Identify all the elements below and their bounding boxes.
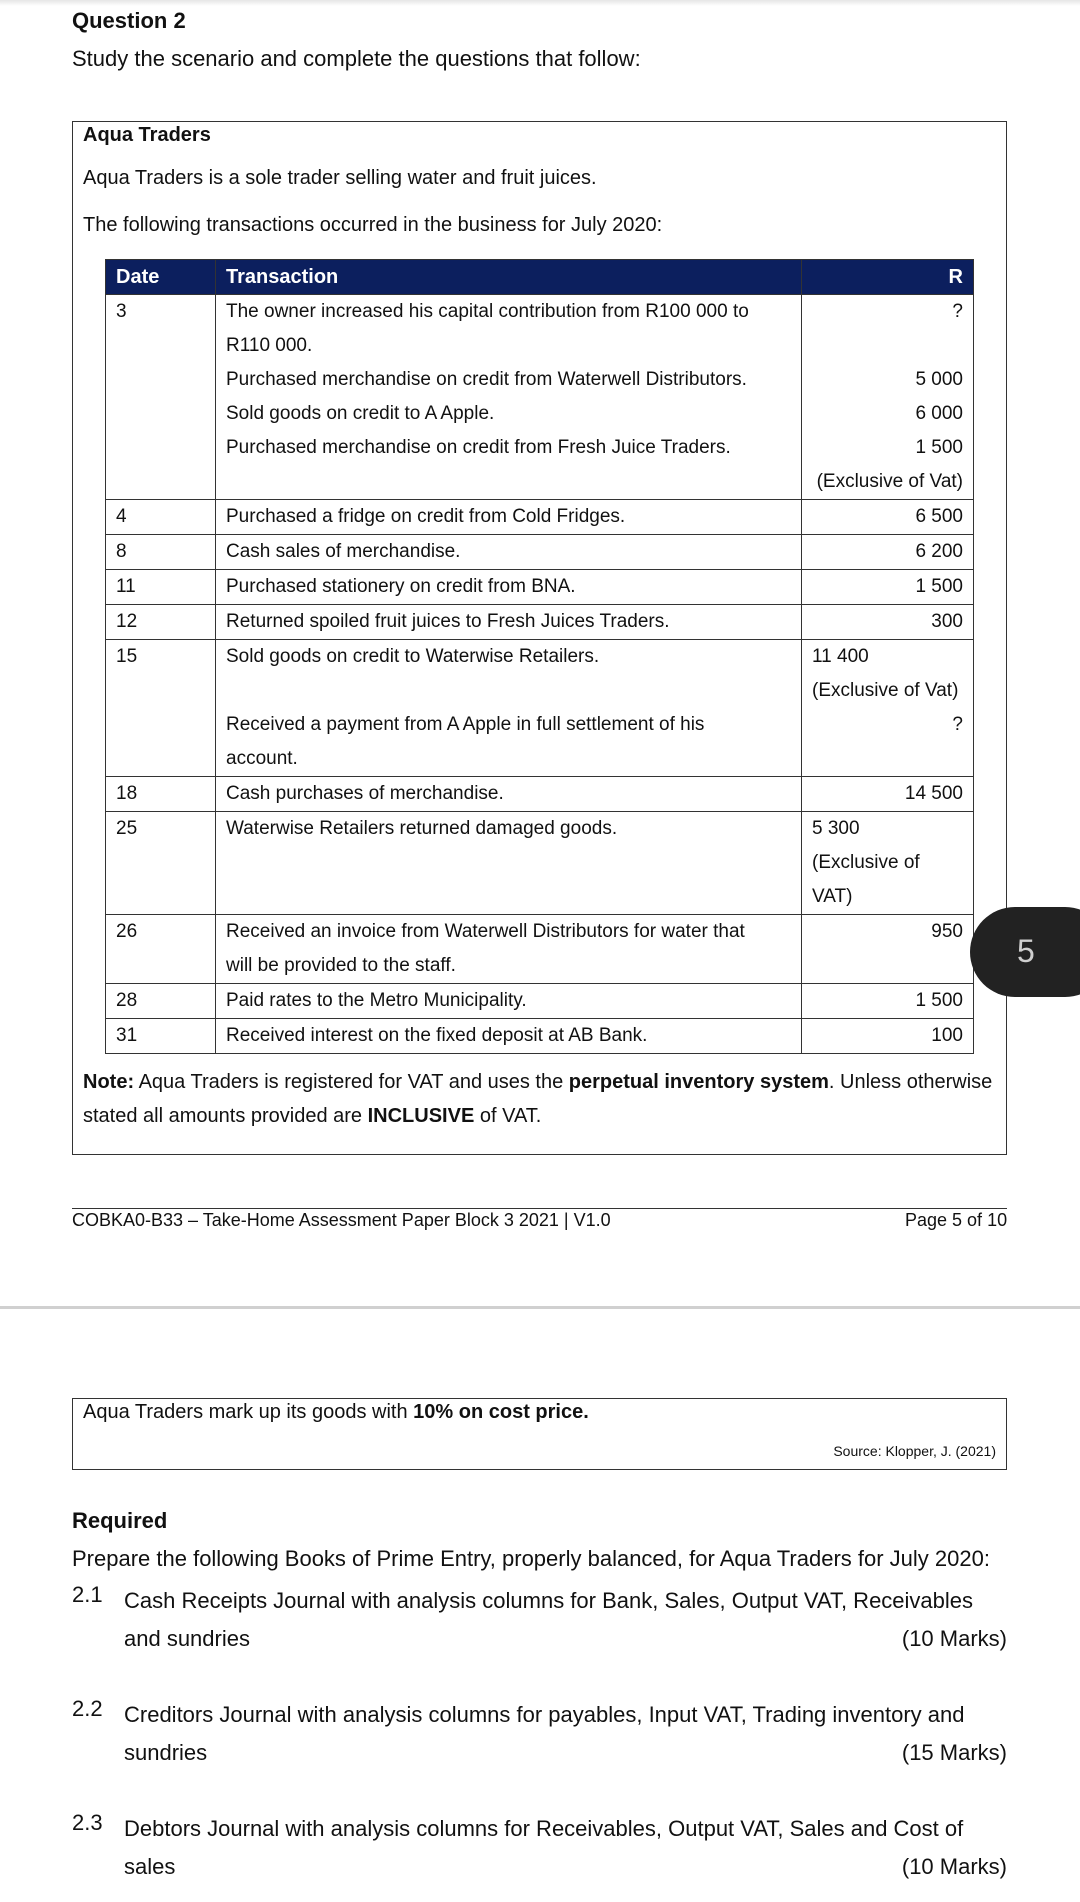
row-amount: 6 500	[802, 500, 974, 535]
note-text: . Unless otherwise stated all amounts provided are	[83, 1071, 993, 1127]
note-label: Note:	[83, 1071, 135, 1093]
transaction-line: R110 000.	[226, 335, 313, 356]
header-amount: R	[802, 260, 974, 295]
page-indicator-badge[interactable]	[970, 907, 1080, 997]
transaction-line: Received a payment from A Apple in full settlement of his	[226, 714, 705, 735]
row-amount: 14 500	[802, 777, 974, 812]
transaction-line: Sold goods on credit to A Apple.	[226, 403, 495, 424]
transactions-table	[105, 259, 974, 1054]
row-transaction: Cash sales of merchandise.	[216, 535, 802, 570]
row-date: 28	[106, 984, 216, 1019]
table-row	[106, 1019, 974, 1054]
required-intro: Prepare the following Books of Prime Entry, properly balanced, for Aqua Traders for July 2020:	[72, 1546, 990, 1571]
table-row	[106, 984, 974, 1019]
amount-line: VAT)	[812, 886, 853, 907]
note-emphasis: perpetual inventory system	[568, 1071, 829, 1093]
row-amount: 100	[802, 1019, 974, 1054]
transaction-line	[226, 674, 791, 708]
row-transaction	[216, 640, 802, 777]
transactions-intro: The following transactions occurred in the business for July 2020:	[83, 214, 663, 236]
footer-document-id: COBKA0-B33 – Take-Home Assessment Paper Block 3 2021 | V1.0	[72, 1210, 611, 1230]
table-row	[106, 535, 974, 570]
required-item-number: 2.2	[72, 1696, 103, 1721]
vat-note	[83, 1065, 993, 1133]
row-amount: 1 500	[802, 984, 974, 1019]
table-row	[106, 500, 974, 535]
scenario-heading: Aqua Traders	[83, 124, 211, 146]
transaction-line: Purchased merchandise on credit from Fresh Juice Traders.	[226, 437, 731, 458]
required-item-marks: (15 Marks)	[901, 1740, 1007, 1765]
required-item-number: 2.1	[72, 1582, 103, 1607]
row-transaction	[216, 295, 802, 500]
row-transaction: Purchased stationery on credit from BNA.	[216, 570, 802, 605]
table-row	[106, 570, 974, 605]
amount-line: (Exclusive of Vat)	[816, 471, 963, 492]
row-date: 11	[106, 570, 216, 605]
required-item-marks: (10 Marks)	[901, 1854, 1007, 1879]
row-transaction: Paid rates to the Metro Municipality.	[216, 984, 802, 1019]
amount-line: ?	[952, 714, 963, 735]
note-emphasis: INCLUSIVE	[367, 1105, 475, 1127]
note-text: of VAT.	[474, 1105, 542, 1127]
note-text: Aqua Traders is registered for VAT and uses the	[134, 1071, 569, 1093]
required-heading: Required	[72, 1508, 168, 1533]
page-indicator-number: 5	[1017, 933, 1035, 969]
table-row	[106, 295, 974, 500]
row-date: 31	[106, 1019, 216, 1054]
row-transaction: Returned spoiled fruit juices to Fresh Juices Traders.	[216, 605, 802, 640]
markup-prefix: Aqua Traders mark up its goods with	[83, 1401, 414, 1423]
table-header-row	[106, 260, 974, 295]
row-date: 8	[106, 535, 216, 570]
transaction-line	[226, 465, 791, 499]
row-amount: 300	[802, 605, 974, 640]
table-row	[106, 605, 974, 640]
markup-text	[83, 1401, 589, 1424]
scenario-box	[72, 121, 1007, 1155]
amount-line: 5 300	[812, 818, 860, 839]
table-row	[106, 777, 974, 812]
row-amount	[802, 640, 974, 777]
transaction-line: account.	[226, 748, 298, 769]
row-transaction: Waterwise Retailers returned damaged goods.	[216, 812, 802, 915]
required-item-number: 2.3	[72, 1810, 103, 1835]
transaction-line: Received an invoice from Waterwell Distributors for water that	[226, 921, 745, 942]
amount-line: 11 400	[812, 646, 869, 667]
required-item-text: Cash Receipts Journal with analysis columns for Bank, Sales, Output VAT, Receivables and sundries	[124, 1588, 974, 1651]
amount-line: (Exclusive of Vat)	[812, 680, 959, 701]
required-item-marks: (10 Marks)	[901, 1626, 1007, 1651]
amount-line: 1 500	[915, 437, 963, 458]
row-date: 12	[106, 605, 216, 640]
row-amount	[802, 915, 974, 984]
transaction-line: will be provided to the staff.	[226, 955, 456, 976]
amount-line: 5 000	[915, 369, 963, 390]
table-row	[106, 915, 974, 984]
row-transaction: Cash purchases of merchandise.	[216, 777, 802, 812]
table-row	[106, 640, 974, 777]
scenario-intro: Aqua Traders is a sole trader selling water and fruit juices.	[83, 167, 597, 189]
page-top-shadow	[0, 0, 1080, 6]
row-date: 4	[106, 500, 216, 535]
page-separator	[0, 1306, 1080, 1309]
row-amount: 6 200	[802, 535, 974, 570]
question-title: Question 2	[72, 8, 186, 33]
question-instruction: Study the scenario and complete the questions that follow:	[72, 46, 641, 71]
transaction-line: Sold goods on credit to Waterwise Retailers.	[226, 646, 600, 667]
row-date: 25	[106, 812, 216, 915]
header-transaction: Transaction	[216, 260, 802, 295]
transaction-line: Purchased merchandise on credit from Waterwell Distributors.	[226, 369, 747, 390]
required-item-text: Debtors Journal with analysis columns for Receivables, Output VAT, Sales and Cost of sales	[124, 1816, 964, 1879]
markup-source: Source: Klopper, J. (2021)	[833, 1443, 996, 1459]
row-date: 18	[106, 777, 216, 812]
table-row	[106, 812, 974, 915]
row-amount: 1 500	[802, 570, 974, 605]
header-date: Date	[106, 260, 216, 295]
amount-line: ?	[952, 301, 963, 322]
amount-line	[812, 742, 963, 776]
row-date: 15	[106, 640, 216, 777]
footer-divider	[72, 1208, 1007, 1209]
row-amount	[802, 812, 974, 915]
amount-line: 6 000	[915, 403, 963, 424]
amount-line: (Exclusive of	[812, 852, 920, 873]
amount-line	[812, 949, 963, 983]
row-date: 3	[106, 295, 216, 500]
footer-page-number: Page 5 of 10	[905, 1210, 1008, 1230]
required-item-text: Creditors Journal with analysis columns for payables, Input VAT, Trading inventory and sundries	[124, 1702, 965, 1765]
row-transaction: Received interest on the fixed deposit at AB Bank.	[216, 1019, 802, 1054]
row-amount	[802, 295, 974, 500]
amount-line: 950	[931, 921, 963, 942]
row-date: 26	[106, 915, 216, 984]
markup-emphasis: 10% on cost price.	[413, 1401, 589, 1423]
amount-line	[812, 329, 963, 363]
row-transaction	[216, 915, 802, 984]
markup-box	[72, 1398, 1007, 1470]
transaction-line: The owner increased his capital contribution from R100 000 to	[226, 301, 749, 322]
row-transaction: Purchased a fridge on credit from Cold Fridges.	[216, 500, 802, 535]
